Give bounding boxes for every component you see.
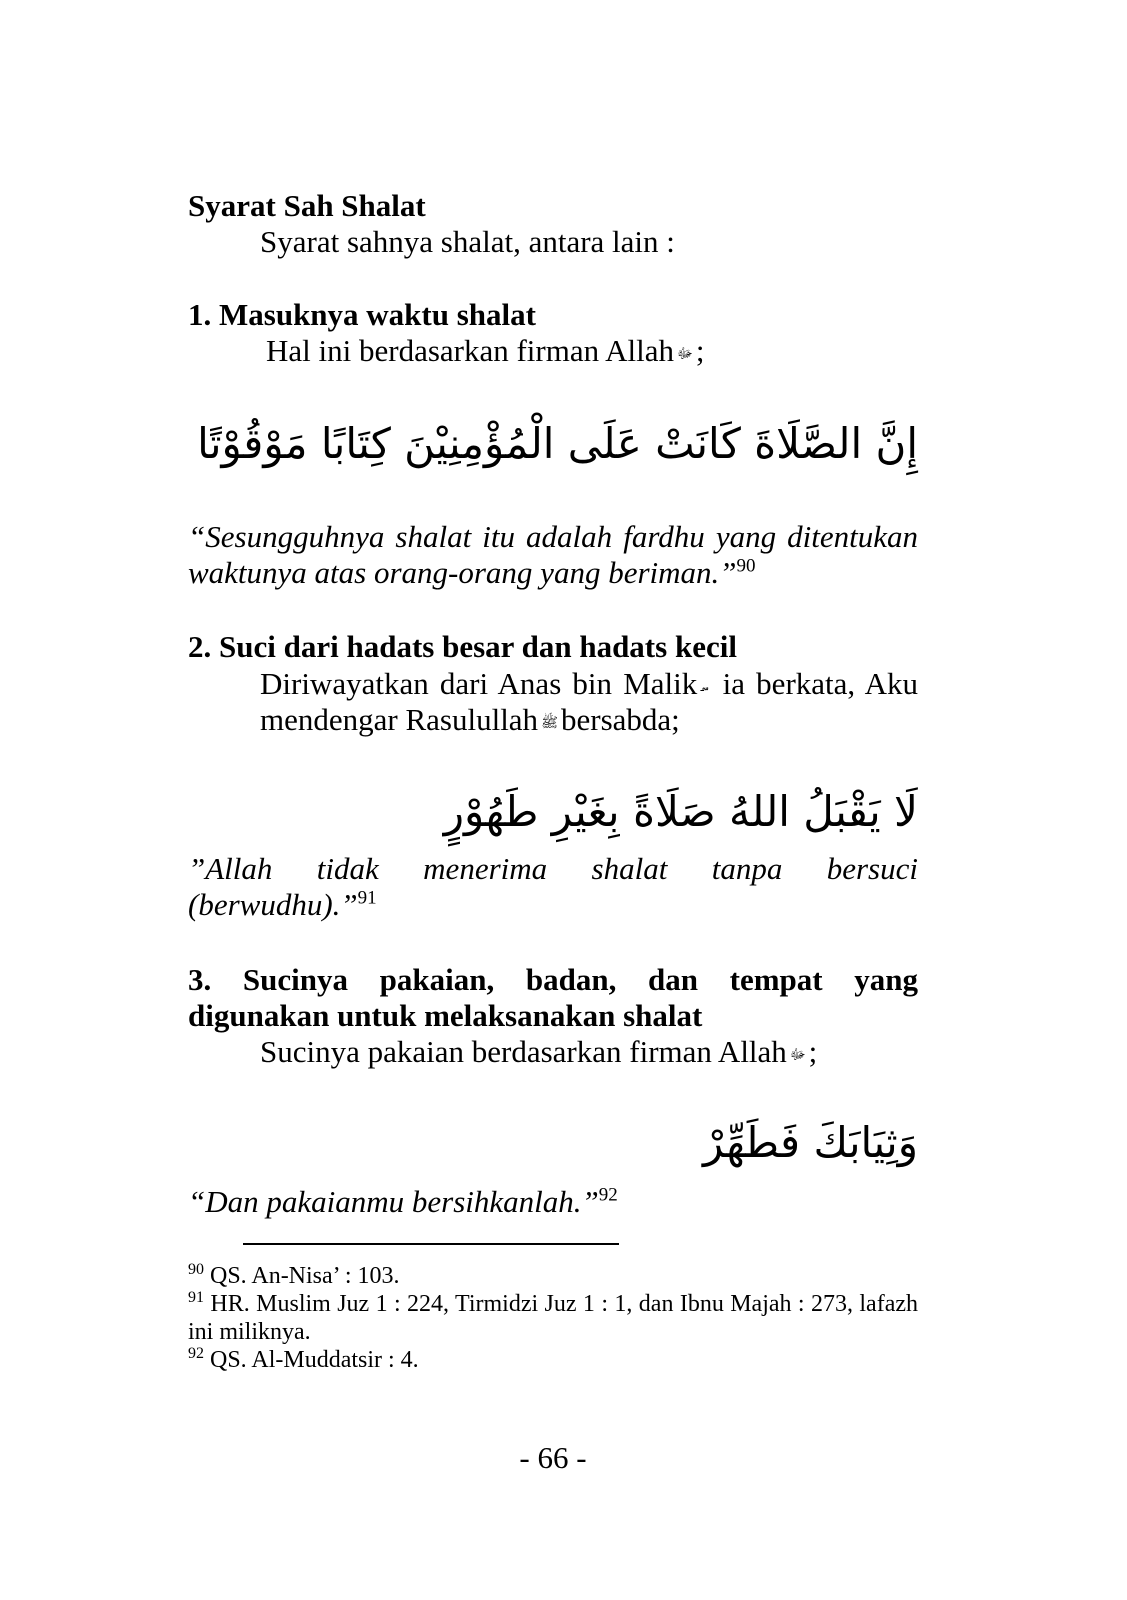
footnote-separator bbox=[243, 1243, 619, 1245]
item2-heading: 2. Suci dari hadats besar dan hadats kecil bbox=[188, 629, 737, 664]
item3-text-after: ; bbox=[808, 1034, 818, 1069]
footnote-91 bbox=[188, 1290, 918, 1346]
footnote-number: 90 bbox=[188, 1261, 204, 1278]
item1-text-after: ; bbox=[695, 333, 705, 368]
footnote-90 bbox=[188, 1262, 918, 1290]
section-title: Syarat Sah Shalat bbox=[188, 188, 426, 223]
item3-translation bbox=[188, 1184, 918, 1220]
footnote-ref-90: 90 bbox=[736, 555, 756, 577]
item1-arabic-verse: إِنَّ الصَّلَاةَ كَانَتْ عَلَى الْمُؤْمِنِيْنَ كِتَابًا مَوْقُوْتًا bbox=[197, 419, 918, 468]
item2-text-part2: ia berkata, Aku mendengar Rasulullah bbox=[260, 666, 918, 737]
rasul-seal-icon: ﷺ bbox=[541, 714, 558, 731]
document-page bbox=[188, 0, 918, 1600]
footnote-ref-91: 91 bbox=[357, 887, 377, 909]
item2-translation-text: ”Allah tidak menerima shalat tanpa bersuci (berwudhu).” bbox=[188, 851, 918, 922]
item1-translation bbox=[188, 519, 918, 591]
item1-heading: 1. Masuknya waktu shalat bbox=[188, 297, 536, 332]
footnote-92 bbox=[188, 1346, 918, 1374]
item2-translation bbox=[188, 851, 918, 923]
item1-text-before: Hal ini berdasarkan firman Allah bbox=[266, 333, 675, 368]
page-number: - 66 - bbox=[519, 1440, 587, 1475]
item2-text-part1: Diriwayatkan dari Anas bin Malik bbox=[260, 666, 698, 701]
intro-text: Syarat sahnya shalat, antara lain : bbox=[260, 224, 675, 259]
footnote-number: 91 bbox=[188, 1289, 204, 1306]
allah-seal-icon: ﷻ bbox=[677, 345, 693, 362]
item2-arabic-hadith: لَا يَقْبَلُ اللهُ صَلَاةً بِغَيْرِ طَهُوْرٍ bbox=[443, 787, 918, 836]
footnote-number: 92 bbox=[188, 1345, 204, 1362]
allah-seal-icon: ﷻ bbox=[789, 1046, 806, 1063]
sahabat-seal-icon: ؄ bbox=[700, 678, 709, 695]
item3-arabic-verse: وَثِيَابَكَ فَطَهِّرْ bbox=[703, 1118, 918, 1167]
footnote-text: HR. Muslim Juz 1 : 224, Tirmidzi Juz 1 : 1, dan Ibnu Majah : 273, lafazh ini miliknya. bbox=[188, 1291, 919, 1345]
item1-text bbox=[188, 333, 918, 369]
footnote-ref-92: 92 bbox=[598, 1184, 618, 1206]
item2-text bbox=[188, 666, 918, 738]
footnote-text: QS. Al-Muddatsir : 4. bbox=[210, 1347, 419, 1373]
footnote-text: QS. An-Nisa’ : 103. bbox=[210, 1263, 400, 1289]
item3-translation-text: “Dan pakaianmu bersihkanlah.” bbox=[188, 1184, 599, 1219]
item3-text-before: Sucinya pakaian berdasarkan firman Allah bbox=[260, 1034, 787, 1069]
item3-heading: 3. Sucinya pakaian, badan, dan tempat yang digunakan untuk melaksanakan shalat bbox=[188, 962, 918, 1033]
item3-text bbox=[188, 1034, 918, 1070]
item1-translation-text: “Sesungguhnya shalat itu adalah fardhu yang ditentukan waktunya atas orang-orang yang beriman.” bbox=[188, 519, 918, 590]
item2-text-part3: bersabda; bbox=[560, 702, 680, 737]
